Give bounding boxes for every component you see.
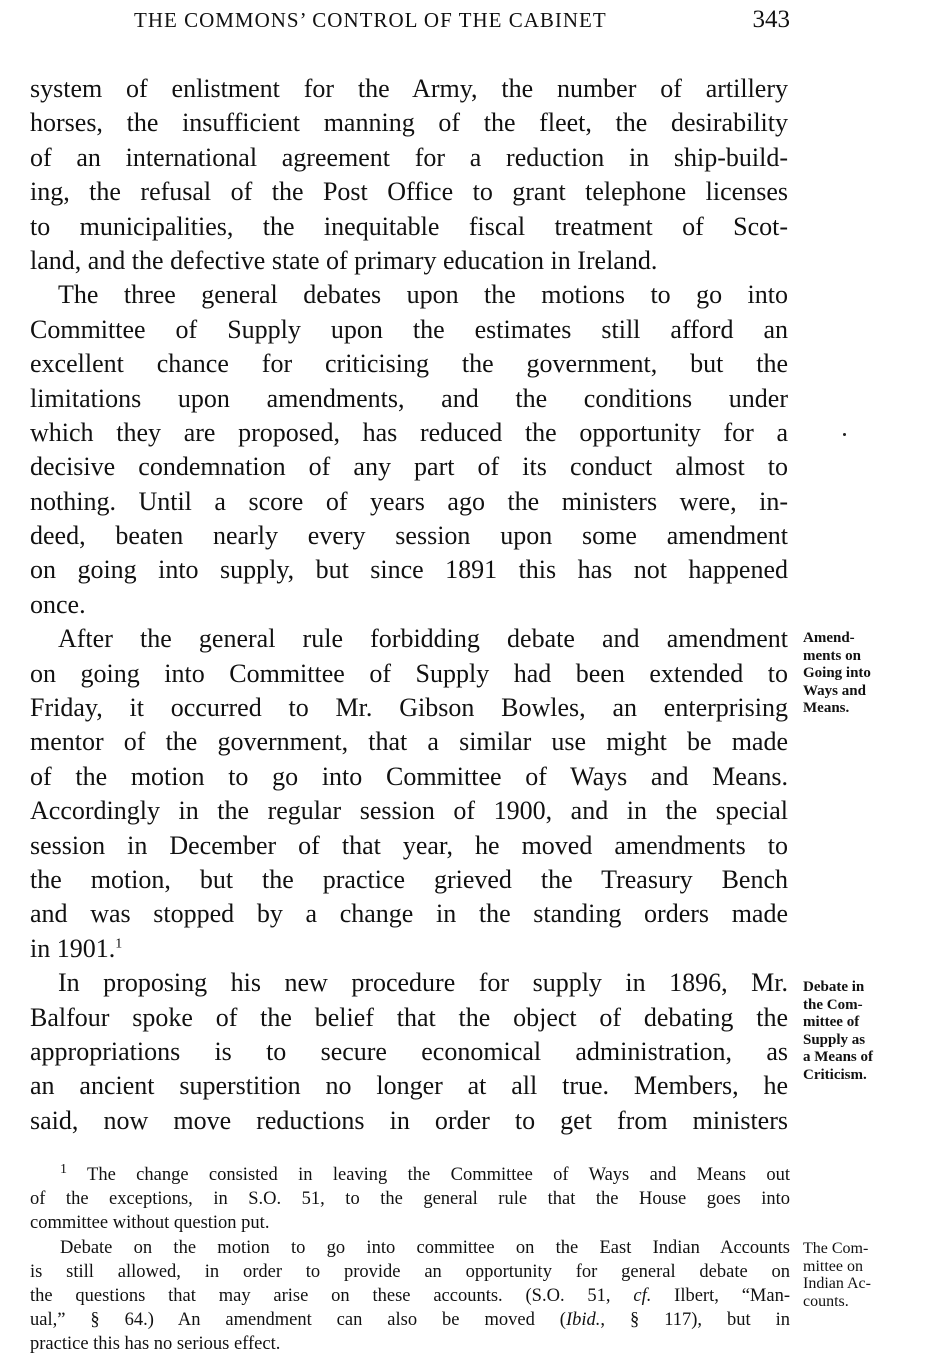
- footnote-ref[interactable]: 1: [115, 936, 123, 952]
- page-header: [30, 6, 790, 40]
- sidenote-line: The Com-: [803, 1240, 869, 1257]
- footnote-italic: Ibid.: [565, 1310, 601, 1331]
- text-line: excellent chance for criticising the government, but the: [30, 349, 788, 379]
- sidenote-line: Means.: [803, 700, 850, 716]
- text-line: the motion, but the practice grieved the Treasury Bench: [30, 864, 788, 894]
- sidenote-line: the Com-: [803, 996, 863, 1013]
- sidenote-line: Amend-: [803, 630, 855, 646]
- footnote-line: [30, 1284, 790, 1308]
- text-line: which they are proposed, has reduced the opportunity for a: [30, 417, 788, 447]
- text-line: on going into supply, but since 1891 this has not happened: [30, 555, 788, 585]
- footnote-italic: cf.: [633, 1285, 652, 1306]
- sidenote-indian-accounts: [803, 1240, 923, 1310]
- text-line: an ancient superstition no longer at all true. Members, he: [30, 1071, 788, 1101]
- text-line: Committee of Supply upon the estimates still afford an: [30, 314, 788, 344]
- text-line: on going into Committee of Supply had been extended to: [30, 658, 788, 688]
- footnote-line: of the exceptions, in S.O. 51, to the general rule that the House goes into: [30, 1189, 790, 1210]
- sidenote-line: Going into: [803, 665, 871, 681]
- sidenote-line: a Means of: [803, 1049, 873, 1065]
- sidenote-ways-and-means: [803, 630, 923, 718]
- text-line: appropriations is to secure economical administration, as: [30, 1036, 788, 1066]
- text-line: mentor of the government, that a similar use might be made: [30, 727, 788, 757]
- sidenote-line: Supply as: [803, 1031, 866, 1048]
- text-line: once.: [30, 589, 86, 619]
- sidenote-line: mittee of: [803, 1014, 860, 1030]
- text-line: session in December of that year, he moved amendments to: [30, 830, 788, 860]
- text-line: to municipalities, the inequitable fiscal treatment of Scot-: [30, 211, 788, 241]
- text-line: deed, beaten nearly every session upon some amendment: [30, 521, 788, 551]
- footnote-line: [30, 1308, 790, 1332]
- sidenote-line: Indian Ac-: [803, 1275, 871, 1292]
- footnote-line: Debate on the motion to go into committee on the East Indian Accounts: [60, 1237, 790, 1258]
- text-line: of the motion to go into Committee of Ways and Means.: [30, 761, 788, 791]
- footnotes: [30, 1163, 790, 1357]
- text-line: decisive condemnation of any part of its conduct almost to: [30, 452, 788, 482]
- sidenote-debate-in-committee: [803, 979, 923, 1084]
- page-number: 343: [752, 6, 790, 33]
- sidenote-line: Ways and: [803, 682, 866, 699]
- text-line: of an international agreement for a reduction in ship-build-: [30, 142, 788, 172]
- text-line: ing, the refusal of the Post Office to grant telephone licenses: [30, 177, 788, 207]
- sidenote-line: ments on: [803, 647, 861, 664]
- text-line: said, now move reductions in order to get from ministers: [30, 1105, 788, 1135]
- text-line: After the general rule forbidding debate and amendment: [58, 624, 788, 654]
- footnote-text: , § 117), but in: [600, 1310, 791, 1331]
- sidenote-line: Debate in: [803, 979, 865, 995]
- footnote-text: the questions that may arise on these accounts. (S.O. 51,: [30, 1285, 634, 1306]
- sidenote-line: mittee on: [803, 1257, 863, 1275]
- text-line: and was stopped by a change in the standing orders made: [30, 899, 788, 929]
- footnote-line: practice this has no serious effect.: [30, 1334, 281, 1355]
- text-line: Balfour spoke of the belief that the object of debating the: [30, 1002, 788, 1032]
- text-line: In proposing his new procedure for supply in 1896, Mr.: [58, 968, 788, 998]
- text-line: system of enlistment for the Army, the number of artillery: [30, 74, 788, 103]
- text-line: limitations upon amendments, and the conditions under: [30, 383, 788, 413]
- text-line: in 1901.: [30, 933, 116, 963]
- footnote-line: is still allowed, in order to provide an opportunity for general debate on: [30, 1261, 790, 1282]
- footnote-marker: 1: [60, 1161, 67, 1177]
- text-line: Friday, it occurred to Mr. Gibson Bowles, an enterprising: [30, 693, 788, 723]
- text-line: The three general debates upon the motions to go into: [58, 280, 788, 310]
- footnote-text: The change consisted in leaving the Committee of Ways and Means out: [87, 1165, 790, 1185]
- sidenote-line: counts.: [803, 1292, 849, 1310]
- text-line: Accordingly in the regular session of 1900, and in the special: [30, 796, 788, 826]
- text-line: horses, the insufficient manning of the fleet, the desirability: [30, 108, 788, 138]
- running-head: THE COMMONS’ CONTROL OF THE CABINET: [134, 8, 607, 32]
- text-line: nothing. Until a score of years ago the ministers were, in-: [30, 486, 788, 516]
- footnote-text: ual,” § 64.) An amendment can also be moved (: [30, 1310, 566, 1331]
- footnote-text: Ilbert, “Man-: [651, 1285, 790, 1306]
- sidenote-line: Criticism.: [803, 1066, 867, 1083]
- footnote-line: committee without question put.: [30, 1213, 270, 1234]
- body-text: [30, 72, 788, 1138]
- stray-mark: [843, 433, 846, 436]
- footnote-line: [30, 1163, 790, 1187]
- text-line-with-footnote-ref: [30, 932, 788, 966]
- text-line: land, and the defective state of primary education in Ireland.: [30, 245, 658, 275]
